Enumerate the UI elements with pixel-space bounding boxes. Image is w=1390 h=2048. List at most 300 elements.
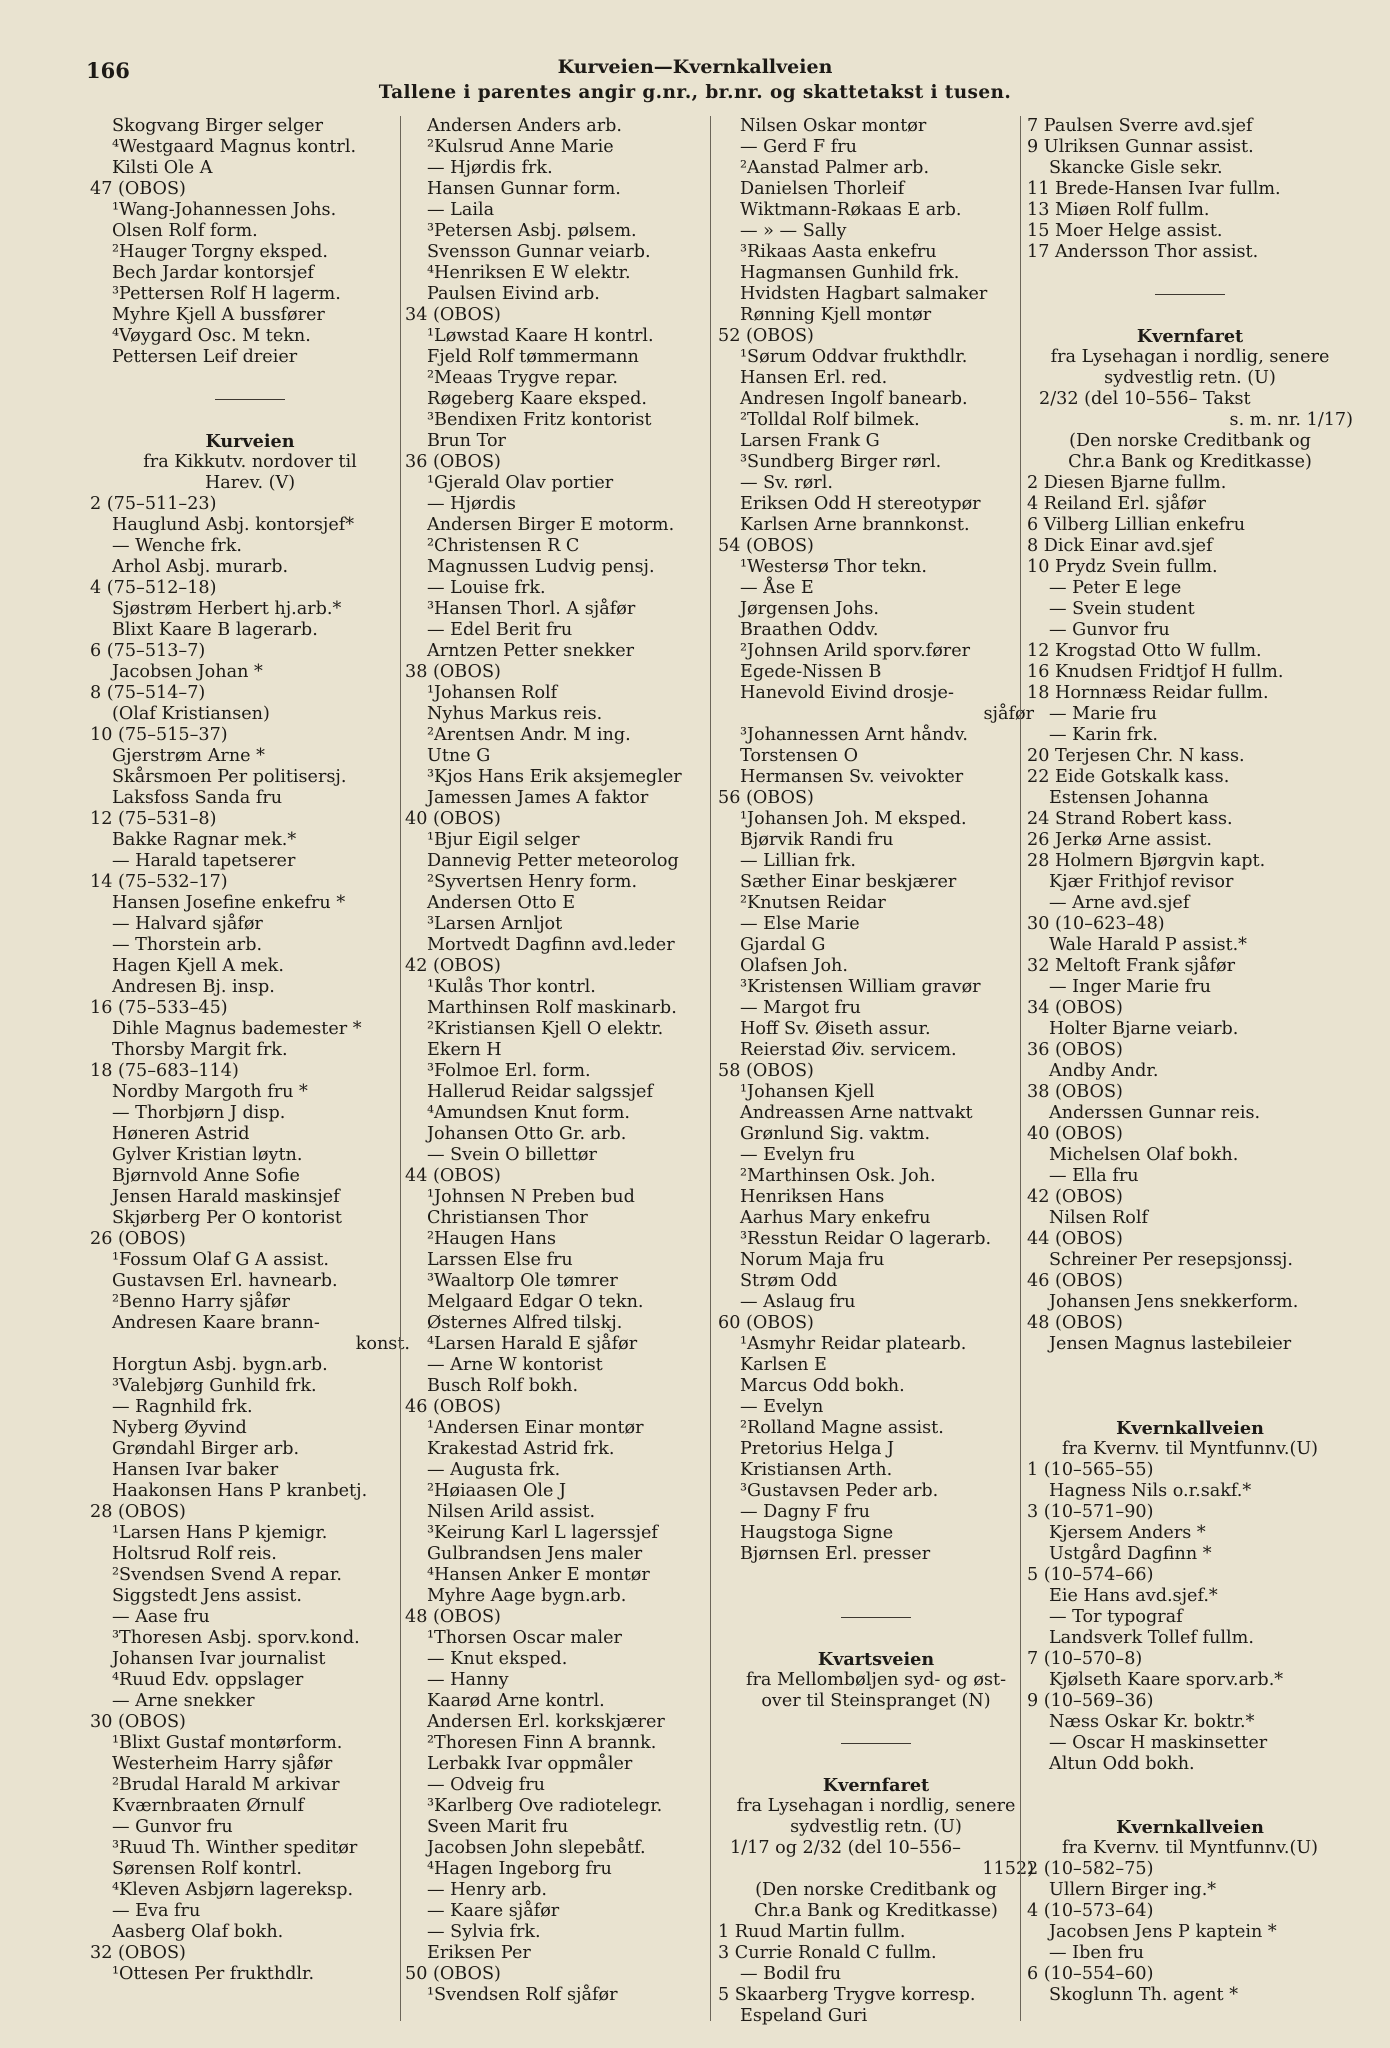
resident-entry: ³Johannessen Arnt håndv. xyxy=(740,725,968,745)
resident-entry: Kjær Frithjof revisor xyxy=(1049,872,1234,892)
resident-entry: Thorsby Margit frk. xyxy=(112,1040,288,1060)
resident-entry: ⁴Ruud Edv. oppslager xyxy=(112,1670,304,1690)
resident-entry: ³Pettersen Rolf H lagerm. xyxy=(112,284,341,304)
resident-entry: — Aslaug fru xyxy=(740,1292,856,1312)
resident-entry: ²Arentsen Andr. M ing. xyxy=(427,725,631,745)
resident-entry: ¹Gjerald Olav portier xyxy=(427,473,614,493)
resident-entry: Jørgensen Johs. xyxy=(740,599,880,619)
house-number-entry: 3 (10–571–90) xyxy=(1027,1502,1154,1522)
house-number-entry: 6 (75–513–7) xyxy=(90,641,206,661)
resident-entry: — Ragnhild frk. xyxy=(112,1397,253,1417)
house-number-entry: 12 (75–531–8) xyxy=(90,809,217,829)
resident-entry: ³Bendixen Fritz kontorist xyxy=(427,410,652,430)
street-heading: Kvartsveien xyxy=(817,1649,935,1670)
resident-entry: — Harald tapetserer xyxy=(112,851,296,871)
house-number-entry: 30 (10–623–48) xyxy=(1027,914,1165,934)
resident-entry: Hagen Kjell A mek. xyxy=(112,956,284,976)
house-number-entry: 5 (10–574–66) xyxy=(1027,1565,1154,1585)
resident-entry: Utne G xyxy=(427,746,491,766)
resident-entry: Eie Hans avd.sjef.* xyxy=(1049,1586,1218,1606)
house-number-entry: 50 (OBOS) xyxy=(405,1964,501,1984)
house-number-entry: 14 (75–532–17) xyxy=(90,872,228,892)
resident-entry: ³Folmoe Erl. form. xyxy=(427,1061,591,1081)
resident-entry: ⁴Hansen Anker E montør xyxy=(427,1565,650,1585)
house-number-entry: 2 Diesen Bjarne fullm. xyxy=(1027,473,1227,493)
house-number-entry: 36 (OBOS) xyxy=(405,452,501,472)
street-heading: Kurveien xyxy=(205,431,295,452)
resident-entry: Altun Odd bokh. xyxy=(1049,1754,1195,1774)
house-number-entry: 16 (75–533–45) xyxy=(90,998,228,1018)
house-number-entry: 54 (OBOS) xyxy=(718,536,814,556)
resident-entry: ¹Asmyhr Reidar platearb. xyxy=(740,1334,967,1354)
resident-entry: Hallerud Reidar salgssjef xyxy=(427,1082,653,1102)
house-number-entry: 2 (75–511–23) xyxy=(90,494,217,514)
house-number-entry: 15 Moer Helge assist. xyxy=(1027,221,1223,241)
resident-entry: ³Petersen Asbj. pølsem. xyxy=(427,221,637,241)
resident-entry: Høneren Astrid xyxy=(112,1124,250,1144)
resident-entry: Bech Jardar kontorsjef xyxy=(112,263,314,283)
house-number-entry: 42 (OBOS) xyxy=(405,956,501,976)
resident-entry: Jacobsen John slepebåtf. xyxy=(427,1838,646,1858)
resident-entry: Johansen Ivar journalist xyxy=(112,1649,326,1669)
resident-entry: ¹Andersen Einar montør xyxy=(427,1418,644,1438)
section-separator xyxy=(90,389,410,410)
house-number-entry: 52 (OBOS) xyxy=(718,326,814,346)
resident-entry: — Else Marie xyxy=(740,914,860,934)
resident-entry: Nilsen Oskar montør xyxy=(740,116,927,136)
resident-entry: — Thorstein arb. xyxy=(112,935,263,955)
resident-entry: ¹Johansen Joh. M eksped. xyxy=(740,809,967,829)
resident-entry: ²Johnsen Arild sporv.fører xyxy=(740,641,971,661)
resident-entry: Magnussen Ludvig pensj. xyxy=(427,557,655,577)
resident-entry: — Hjørdis frk. xyxy=(427,158,553,178)
resident-entry: Gylver Kristian løytn. xyxy=(112,1145,303,1165)
street-description: fra Mellombøljen syd- og øst- xyxy=(745,1670,1007,1690)
blank-line xyxy=(90,368,410,389)
street-description: fra Kvernv. til Myntfunnv.(U) xyxy=(1061,1439,1319,1459)
house-number-entry: 18 (75–683–114) xyxy=(90,1061,239,1081)
resident-entry: Hanevold Eivind drosje- xyxy=(740,683,954,703)
resident-entry: — Odveig fru xyxy=(427,1775,545,1795)
page-number: 166 xyxy=(86,58,130,83)
resident-entry: Jacobsen Johan * xyxy=(112,662,263,682)
resident-entry: — Wenche frk. xyxy=(112,536,242,556)
resident-entry: ¹Sørum Oddvar frukthdlr. xyxy=(740,347,968,367)
resident-entry: Myhre Aage bygn.arb. xyxy=(427,1586,627,1606)
resident-entry: Paulsen Eivind arb. xyxy=(427,284,600,304)
house-number-entry: 42 (OBOS) xyxy=(1027,1187,1123,1207)
resident-entry: — Peter E lege xyxy=(1049,578,1182,598)
resident-entry: ³Kjos Hans Erik aksjemegler xyxy=(427,767,682,787)
resident-entry: Kilsti Ole A xyxy=(112,158,213,178)
house-number-entry: 10 Prydz Svein fullm. xyxy=(1027,557,1218,577)
resident-entry: Johansen Jens snekkerform. xyxy=(1049,1292,1299,1312)
resident-entry: — Tor typograf xyxy=(1049,1607,1183,1627)
resident-entry: Skoglunn Th. agent * xyxy=(1049,1985,1238,2005)
resident-entry: Nilsen Arild assist. xyxy=(427,1502,596,1522)
resident-entry: ²Rolland Magne assist. xyxy=(740,1418,944,1438)
blank-line xyxy=(90,410,410,431)
house-number-entry: 9 Ulriksen Gunnar assist. xyxy=(1027,137,1254,157)
blank-line xyxy=(1027,1796,1353,1817)
house-number-entry: 6 Vilberg Lillian enkefru xyxy=(1027,515,1246,535)
resident-entry: ¹Ottesen Per frukthdlr. xyxy=(112,1964,315,1984)
house-number-entry: 11 Brede-Hansen Ivar fullm. xyxy=(1027,179,1281,199)
house-number-entry: 38 (OBOS) xyxy=(405,662,501,682)
house-number-entry: 16 Knudsen Fridtjof H fullm. xyxy=(1027,662,1284,682)
street-description: fra Kvernv. til Myntfunnv.(U) xyxy=(1061,1838,1319,1858)
resident-entry: Larsen Frank G xyxy=(740,431,880,451)
resident-entry: ³Ruud Th. Winther speditør xyxy=(112,1838,358,1858)
section-separator xyxy=(718,1733,1034,1754)
resident-entry: Hermansen Sv. veivokter xyxy=(740,767,964,787)
blank-line xyxy=(718,1565,1034,1586)
resident-entry: ¹Bjur Eigil selger xyxy=(427,830,580,850)
resident-entry: Jensen Harald maskinsjef xyxy=(112,1187,340,1207)
resident-entry: — Kaare sjåfør xyxy=(427,1901,560,1921)
resident-entry: — Louise frk. xyxy=(427,578,546,598)
resident-entry: Andresen Ingolf banearb. xyxy=(740,389,968,409)
resident-entry: — Thorbjørn J disp. xyxy=(112,1103,286,1123)
resident-entry: Myhre Kjell A bussfører xyxy=(112,305,325,325)
resident-entry: ²Aanstad Palmer arb. xyxy=(740,158,930,178)
resident-entry: — Sylvia frk. xyxy=(427,1922,541,1942)
house-number-entry: 24 Strand Robert kass. xyxy=(1027,809,1233,829)
resident-entry: Espeland Guri xyxy=(740,2006,868,2026)
resident-entry: Dihle Magnus bademester * xyxy=(112,1019,362,1039)
resident-entry: Sæther Einar beskjærer xyxy=(740,872,957,892)
resident-entry: Krakestad Astrid frk. xyxy=(427,1439,615,1459)
resident-entry: ¹Blixt Gustaf montørform. xyxy=(112,1733,343,1753)
resident-entry: ²Kristiansen Kjell O elektr. xyxy=(427,1019,664,1039)
house-number-entry: 36 (OBOS) xyxy=(1027,1040,1123,1060)
resident-entry: ²Thoresen Finn A brannk. xyxy=(427,1733,657,1753)
resident-entry: Melgaard Edgar O tekn. xyxy=(427,1292,644,1312)
street-description: Chr.a Bank og Kreditkasse) xyxy=(1068,452,1312,472)
resident-entry: ²Knutsen Reidar xyxy=(740,893,886,913)
house-number-entry: 28 (OBOS) xyxy=(90,1502,186,1522)
house-number-entry: 3 Currie Ronald C fullm. xyxy=(718,1943,937,1963)
resident-entry: Hansen Ivar baker xyxy=(112,1460,279,1480)
resident-entry: Andersen Birger E motorm. xyxy=(427,515,675,535)
resident-entry: ²Brudal Harald M arkivar xyxy=(112,1775,340,1795)
house-number-entry: 9 (10–569–36) xyxy=(1027,1691,1154,1711)
resident-entry: Schreiner Per resepsjonssj. xyxy=(1049,1250,1293,1270)
resident-entry: Skogvang Birger selger xyxy=(112,116,323,136)
resident-entry: Ustgård Dagfinn * xyxy=(1049,1544,1212,1564)
house-number-entry: 56 (OBOS) xyxy=(718,788,814,808)
resident-entry: — » — Sally xyxy=(740,221,847,241)
resident-entry: Olsen Rolf form. xyxy=(112,221,258,241)
resident-entry: Hansen Josefine enkefru * xyxy=(112,893,346,913)
resident-entry: Christiansen Thor xyxy=(427,1208,588,1228)
house-number-entry: 12 Krogstad Otto W fullm. xyxy=(1027,641,1262,661)
house-number-entry: 48 (OBOS) xyxy=(1027,1313,1123,1333)
resident-entry: Andreassen Arne nattvakt xyxy=(740,1103,973,1123)
resident-entry: Nyberg Øyvind xyxy=(112,1418,247,1438)
resident-entry: — Gunvor fru xyxy=(1049,620,1170,640)
resident-entry: Arhol Asbj. murarb. xyxy=(112,557,289,577)
resident-entry: ¹Johansen Kjell xyxy=(740,1082,875,1102)
resident-entry: Lerbakk Ivar oppmåler xyxy=(427,1754,633,1774)
resident-entry: ¹Johansen Rolf xyxy=(427,683,558,703)
resident-entry: Hagmansen Gunhild frk. xyxy=(740,263,960,283)
house-number-entry: 38 (OBOS) xyxy=(1027,1082,1123,1102)
resident-entry: Andresen Kaare brann- xyxy=(112,1313,320,1333)
resident-entry: Egede-Nissen B xyxy=(740,662,882,682)
resident-entry: Siggstedt Jens assist. xyxy=(112,1586,302,1606)
resident-entry: ²Hauger Torgny eksped. xyxy=(112,242,329,262)
street-description: (Den norske Creditbank og xyxy=(755,1880,997,1900)
resident-entry: — Ella fru xyxy=(1049,1166,1139,1186)
house-number-entry: 60 (OBOS) xyxy=(718,1313,814,1333)
continuation-line: konst. xyxy=(355,1334,410,1354)
house-number-entry: 46 (OBOS) xyxy=(1027,1271,1123,1291)
blank-line xyxy=(1027,263,1353,284)
resident-entry: Aarhus Mary enkefru xyxy=(740,1208,931,1228)
resident-entry: Hagness Nils o.r.sakf.* xyxy=(1049,1481,1252,1501)
house-number-entry: 26 (OBOS) xyxy=(90,1229,186,1249)
street-heading: Kvernfaret xyxy=(822,1775,930,1796)
resident-entry: — Oscar H maskinsetter xyxy=(1049,1733,1268,1753)
street-heading: Kvernfaret xyxy=(1136,326,1244,347)
resident-entry: ³Valebjørg Gunhild frk. xyxy=(112,1376,317,1396)
resident-entry: Fjeld Rolf tømmermann xyxy=(427,347,639,367)
resident-entry: Skårsmoen Per politisersj. xyxy=(112,767,347,787)
blank-line xyxy=(1027,1376,1353,1397)
resident-entry: Eriksen Per xyxy=(427,1943,531,1963)
house-number-entry: 10 (75–515–37) xyxy=(90,725,228,745)
house-number-entry: 58 (OBOS) xyxy=(718,1061,814,1081)
resident-entry: Arntzen Petter snekker xyxy=(427,641,635,661)
resident-entry: Kjersem Anders * xyxy=(1049,1523,1206,1543)
street-description: over til Steinspranget (N) xyxy=(761,1691,991,1711)
house-number-entry: 44 (OBOS) xyxy=(405,1166,501,1186)
street-description: Harev. (V) xyxy=(204,473,296,493)
resident-entry: Eriksen Odd H stereotypør xyxy=(740,494,981,514)
resident-entry: Johansen Otto Gr. arb. xyxy=(427,1124,627,1144)
resident-entry: Larssen Else fru xyxy=(427,1250,573,1270)
resident-entry: Gjerstrøm Arne * xyxy=(112,746,265,766)
house-number-entry: 7 Paulsen Sverre avd.sjef xyxy=(1027,116,1253,136)
blank-line xyxy=(1027,1397,1353,1418)
resident-entry: Haugstoga Signe xyxy=(740,1523,894,1543)
resident-entry: — Knut eksped. xyxy=(427,1649,568,1669)
house-number-entry: 5 Skaarberg Trygve korresp. xyxy=(718,1985,976,2005)
resident-entry: ²Marthinsen Osk. Joh. xyxy=(740,1166,936,1186)
column-2 xyxy=(405,116,705,2006)
resident-entry: ⁴Kleven Asbjørn lagereksp. xyxy=(112,1880,354,1900)
resident-entry: Strøm Odd xyxy=(740,1271,838,1291)
resident-entry: Karlsen Arne brannkonst. xyxy=(740,515,970,535)
house-number-entry: 44 (OBOS) xyxy=(1027,1229,1123,1249)
resident-entry: — Margot fru xyxy=(740,998,861,1018)
resident-entry: ²Kulsrud Anne Marie xyxy=(427,137,614,157)
resident-entry: Holter Bjarne veiarb. xyxy=(1049,1019,1239,1039)
resident-entry: Bakke Ragnar mek.* xyxy=(112,830,297,850)
house-number-entry: 20 Terjesen Chr. N kass. xyxy=(1027,746,1245,766)
resident-entry: ²Benno Harry sjåfør xyxy=(112,1292,290,1312)
resident-entry: Blixt Kaare B lagerarb. xyxy=(112,620,318,640)
resident-entry: — Sv. rørl. xyxy=(740,473,833,493)
resident-entry: Rønning Kjell montør xyxy=(740,305,932,325)
resident-entry: Pretorius Helga J xyxy=(740,1439,895,1459)
resident-entry: Skancke Gisle sekr. xyxy=(1049,158,1223,178)
resident-entry: Grønlund Sig. vaktm. xyxy=(740,1124,931,1144)
blank-line xyxy=(1027,1775,1353,1796)
column-3 xyxy=(718,116,1034,2027)
resident-entry: Jacobsen Jens P kaptein * xyxy=(1049,1922,1277,1942)
column-4 xyxy=(1027,116,1353,2006)
resident-entry: Kjølseth Kaare sporv.arb.* xyxy=(1049,1670,1284,1690)
resident-entry: Norum Maja fru xyxy=(740,1250,885,1270)
resident-entry: Dannevig Petter meteorolog xyxy=(427,851,679,871)
resident-entry: Hvidsten Hagbart salmaker xyxy=(740,284,988,304)
column-divider xyxy=(710,116,711,2021)
house-number-entry: 30 (OBOS) xyxy=(90,1712,186,1732)
resident-entry: ¹Westersø Thor tekn. xyxy=(740,557,927,577)
resident-entry: Bjørnvold Anne Sofie xyxy=(112,1166,300,1186)
house-number-entry: 46 (OBOS) xyxy=(405,1397,501,1417)
resident-entry: Kaarød Arne kontrl. xyxy=(427,1691,605,1711)
street-description: fra Lysehagan i nordlig, senere xyxy=(736,1796,1016,1816)
resident-entry: ⁴Hagen Ingeborg fru xyxy=(427,1859,612,1879)
resident-entry: ³Keirung Karl L lagerssjef xyxy=(427,1523,658,1543)
resident-entry: Nordby Margoth fru * xyxy=(112,1082,308,1102)
resident-entry: ³Larsen Arnljot xyxy=(427,914,563,934)
resident-entry: ¹Thorsen Oscar maler xyxy=(427,1628,622,1648)
resident-entry: Jensen Magnus lastebileier xyxy=(1049,1334,1292,1354)
blank-line xyxy=(718,1628,1034,1649)
house-number-entry: 6 (10–554–60) xyxy=(1027,1964,1154,1984)
resident-entry: ²Tolldal Rolf bilmek. xyxy=(740,410,920,430)
house-number-entry: 40 (OBOS) xyxy=(1027,1124,1123,1144)
column-divider xyxy=(1020,116,1021,2021)
resident-entry: ¹Svendsen Rolf sjåfør xyxy=(427,1985,618,2005)
resident-entry: ³Kristensen William gravør xyxy=(740,977,981,997)
column-1 xyxy=(90,116,410,1985)
resident-entry: Kristiansen Arth. xyxy=(740,1460,893,1480)
resident-entry: Hoff Sv. Øiseth assur. xyxy=(740,1019,931,1039)
resident-entry: ³Thoresen Asbj. sporv.kond. xyxy=(112,1628,360,1648)
resident-entry: Michelsen Olaf bokh. xyxy=(1049,1145,1239,1165)
resident-entry: — Bodil fru xyxy=(740,1964,842,1984)
resident-entry: ⁴Henriksen E W elektr. xyxy=(427,263,631,283)
house-number-entry: 4 Reiland Erl. sjåfør xyxy=(1027,494,1206,514)
resident-entry: ²Syvertsen Henry form. xyxy=(427,872,638,892)
house-number-entry: 4 (10–573–64) xyxy=(1027,1901,1154,1921)
resident-entry: — Gunvor fru xyxy=(112,1817,233,1837)
house-number-entry: 40 (OBOS) xyxy=(405,809,501,829)
house-number-entry: 1 (10–565–55) xyxy=(1027,1460,1154,1480)
resident-entry: ³Sundberg Birger rørl. xyxy=(740,452,942,472)
resident-entry: Aasberg Olaf bokh. xyxy=(112,1922,284,1942)
property-line: 2/32 (del 10–556– Takst xyxy=(1039,389,1251,409)
resident-entry: — Evelyn fru xyxy=(740,1145,856,1165)
resident-entry: Hansen Erl. red. xyxy=(740,368,888,388)
resident-entry: Grøndahl Birger arb. xyxy=(112,1439,300,1459)
resident-entry: — Karin frk. xyxy=(1049,725,1158,745)
house-number-entry: 34 (OBOS) xyxy=(405,305,501,325)
resident-entry: ¹Løwstad Kaare H kontrl. xyxy=(427,326,654,346)
column-divider xyxy=(400,116,401,2021)
house-number-entry: 2 (10–582–75) xyxy=(1027,1859,1154,1879)
resident-entry: Gjardal G xyxy=(740,935,826,955)
house-number-entry: 17 Andersson Thor assist. xyxy=(1027,242,1259,262)
resident-entry: Gustavsen Erl. havnearb. xyxy=(112,1271,338,1291)
street-heading: Kvernkallveien xyxy=(1116,1817,1264,1838)
house-number-entry: 8 Dick Einar avd.sjef xyxy=(1027,536,1213,556)
resident-entry: Torstensen O xyxy=(740,746,859,766)
property-line: 1/17 og 2/32 (del 10–556– xyxy=(730,1838,961,1858)
resident-entry: — Svein student xyxy=(1049,599,1195,619)
section-separator xyxy=(1027,284,1353,305)
resident-entry: Horgtun Asbj. bygn.arb. xyxy=(112,1355,328,1375)
street-description: fra Lysehagan i nordlig, senere xyxy=(1050,347,1330,367)
house-number-entry: 7 (10–570–8) xyxy=(1027,1649,1143,1669)
resident-entry: — Marie fru xyxy=(1049,704,1157,724)
resident-entry: Røgeberg Kaare eksped. xyxy=(427,389,647,409)
resident-entry: Danielsen Thorleif xyxy=(740,179,905,199)
resident-entry: ³Waaltorp Ole tømrer xyxy=(427,1271,618,1291)
resident-entry: Laksfoss Sanda fru xyxy=(112,788,283,808)
resident-entry: Sørensen Rolf kontrl. xyxy=(112,1859,303,1879)
street-description: sydvestlig retn. (U) xyxy=(1104,368,1276,388)
resident-entry: — Henry arb. xyxy=(427,1880,547,1900)
resident-entry: Henriksen Hans xyxy=(740,1187,885,1207)
house-number-entry: 1 Ruud Martin fullm. xyxy=(718,1922,906,1942)
resident-entry: Pettersen Leif dreier xyxy=(112,347,298,367)
resident-entry: ¹Johnsen N Preben bud xyxy=(427,1187,635,1207)
resident-entry: Reierstad Øiv. servicem. xyxy=(740,1040,957,1060)
subtitle: Tallene i parentes angir g.nr., br.nr. og skattetakst i tusen. xyxy=(378,82,1012,103)
resident-entry: — Edel Berit fru xyxy=(427,620,573,640)
resident-entry: Bjørnsen Erl. presser xyxy=(740,1544,931,1564)
resident-entry: ¹Larsen Hans P kjemigr. xyxy=(112,1523,328,1543)
resident-entry: ²Christensen R C xyxy=(427,536,580,556)
house-number-entry: 13 Miøen Rolf fullm. xyxy=(1027,200,1210,220)
house-number-entry: 28 Holmern Bjørgvin kapt. xyxy=(1027,851,1266,871)
resident-entry: Skjørberg Per O kontorist xyxy=(112,1208,342,1228)
resident-entry: ⁴Larsen Harald E sjåfør xyxy=(427,1334,638,1354)
resident-entry: — Evelyn xyxy=(740,1397,824,1417)
blank-line xyxy=(718,1754,1034,1775)
resident-entry: Olafsen Joh. xyxy=(740,956,848,976)
resident-entry: ³Karlberg Ove radiotelegr. xyxy=(427,1796,663,1816)
resident-entry: Estensen Johanna xyxy=(1049,788,1209,808)
resident-entry: — Iben fru xyxy=(1049,1943,1144,1963)
blank-line xyxy=(718,1712,1034,1733)
resident-entry: ⁴Vøygard Osc. M tekn. xyxy=(112,326,311,346)
resident-entry: ¹Wang-Johannessen Johs. xyxy=(112,200,337,220)
resident-entry: ³Resstun Reidar O lagerarb. xyxy=(740,1229,992,1249)
resident-entry: — Arne snekker xyxy=(112,1691,255,1711)
continuation-line: 1152) xyxy=(982,1859,1034,1879)
resident-entry: Braathen Oddv. xyxy=(740,620,879,640)
resident-entry: — Arne avd.sjef xyxy=(1049,893,1190,913)
resident-entry: Anderssen Gunnar reis. xyxy=(1049,1103,1261,1123)
resident-entry: Andresen Bj. insp. xyxy=(112,977,275,997)
resident-entry: — Svein O billettør xyxy=(427,1145,597,1165)
house-number-entry: 8 (75–514–7) xyxy=(90,683,206,703)
resident-entry: Busch Rolf bokh. xyxy=(427,1376,579,1396)
street-description: sydvestlig retn. (U) xyxy=(790,1817,962,1837)
resident-entry: Landsverk Tollef fullm. xyxy=(1049,1628,1254,1648)
resident-entry: ²Høiaasen Ole J xyxy=(427,1481,567,1501)
resident-entry: — Augusta frk. xyxy=(427,1460,561,1480)
resident-entry: Wale Harald P assist.* xyxy=(1049,935,1247,955)
street-description: (Den norske Creditbank og xyxy=(1069,431,1311,451)
